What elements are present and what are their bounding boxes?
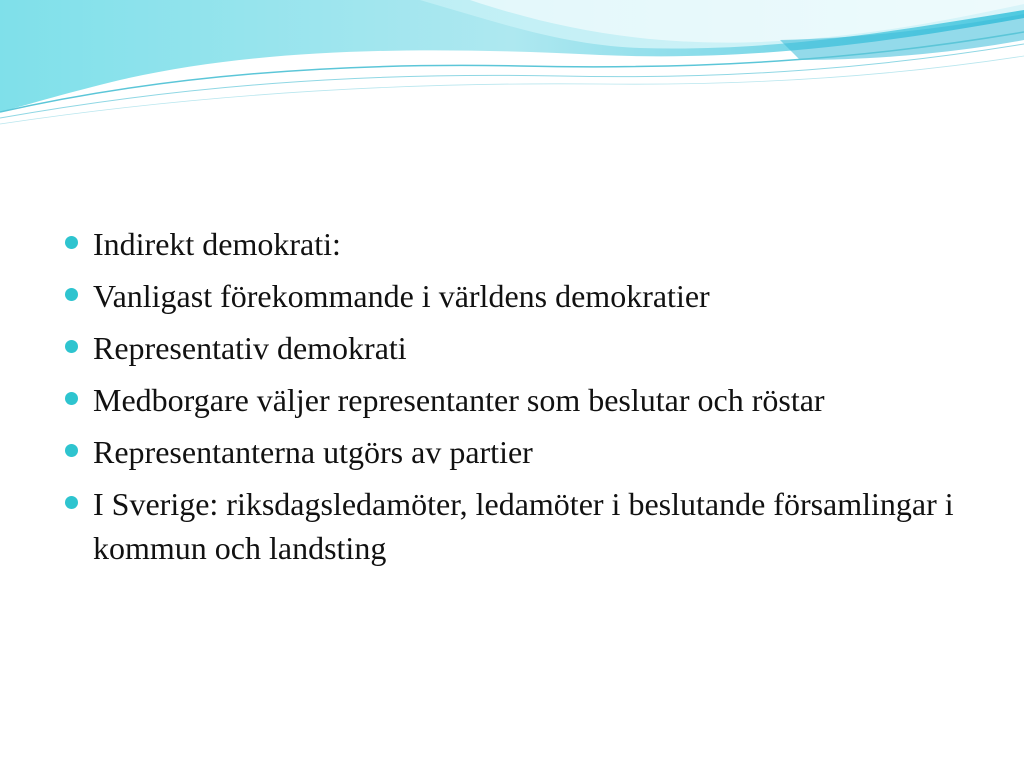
bullet-dot-icon (65, 340, 78, 353)
bullet-dot-icon (65, 236, 78, 249)
bullet-dot-icon (65, 288, 78, 301)
bullet-text: Medborgare väljer representanter som beslutar och röstar (93, 382, 825, 418)
bullet-item (60, 378, 960, 422)
bullet-item (60, 482, 960, 570)
bullet-item (60, 274, 960, 318)
bullet-text: Indirekt demokrati: (93, 226, 341, 262)
bullet-text: Representanterna utgörs av partier (93, 434, 533, 470)
bullet-list (60, 222, 960, 570)
bullet-item (60, 222, 960, 266)
bullet-text: I Sverige: riksdagsledamöter, ledamöter i beslutande församlingar i kommun och landsting (93, 486, 954, 566)
bullet-item (60, 430, 960, 474)
bullet-dot-icon (65, 496, 78, 509)
wave-header-decoration (0, 0, 1024, 130)
bullet-item (60, 326, 960, 370)
bullet-content (60, 222, 960, 578)
bullet-dot-icon (65, 444, 78, 457)
bullet-dot-icon (65, 392, 78, 405)
bullet-text: Vanligast förekommande i världens demokratier (93, 278, 710, 314)
bullet-text: Representativ demokrati (93, 330, 407, 366)
